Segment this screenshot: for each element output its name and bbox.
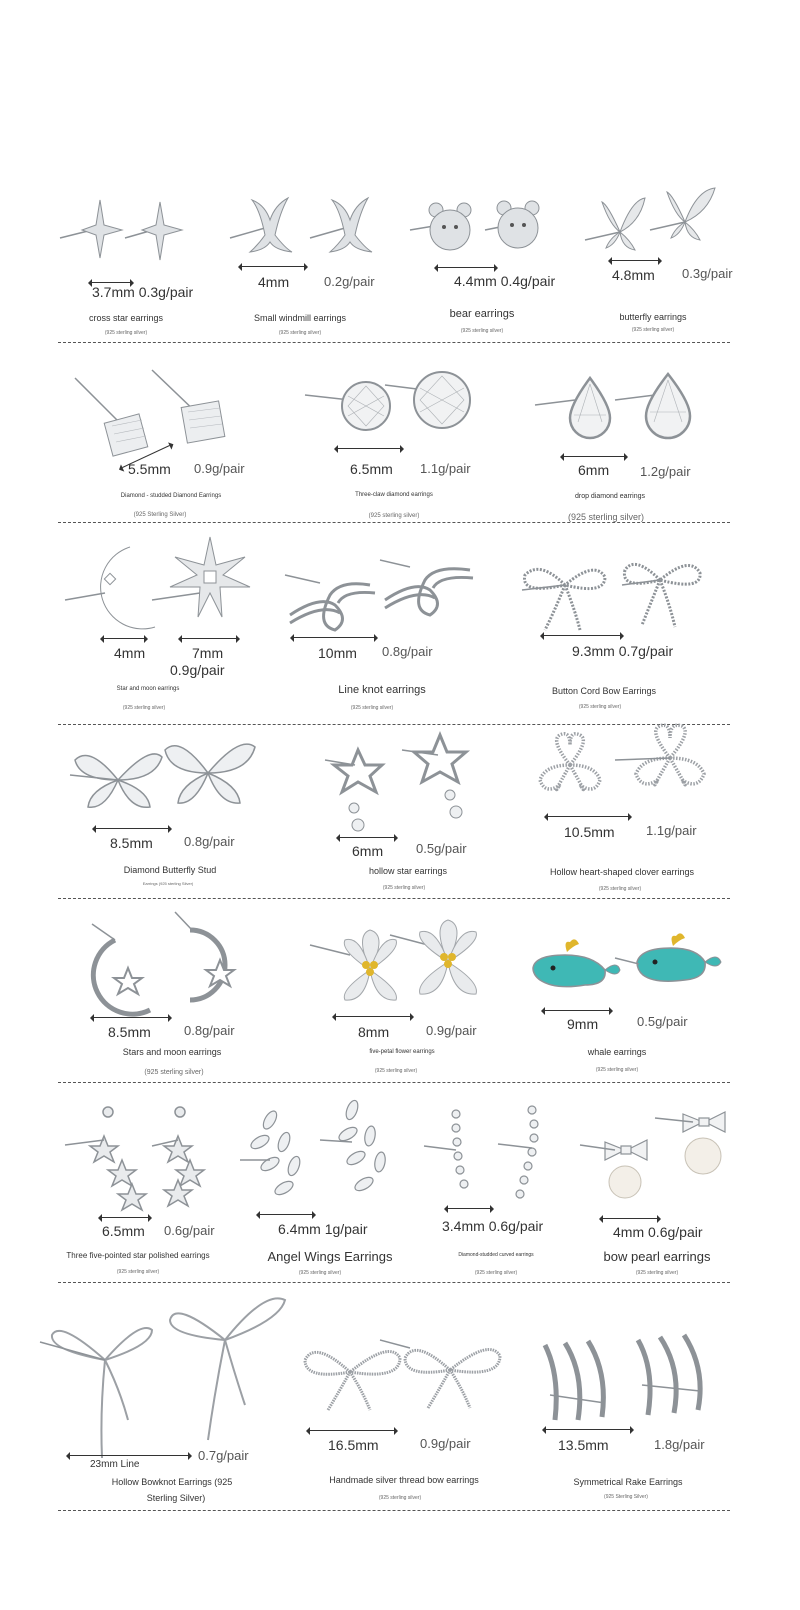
- size-label: 8.5mm: [108, 1024, 151, 1040]
- product-material: (925 sterling silver): [374, 1068, 418, 1074]
- product-card[interactable]: [60, 1100, 240, 1280]
- product-name: five-petal flower earrings: [369, 1049, 435, 1055]
- product-card[interactable]: [240, 1100, 430, 1280]
- heart-clover-stud-icon: [530, 730, 730, 810]
- product-material: (925 sterling silver): [298, 1270, 342, 1276]
- weight-label: 0.8g/pair: [382, 644, 433, 659]
- weight-label: 1g/pair: [324, 1221, 368, 1237]
- product-name: Line knot earrings: [338, 684, 426, 696]
- product-card[interactable]: [60, 360, 280, 520]
- product-material: (925 sterling silver): [578, 704, 622, 710]
- product-card[interactable]: [0, 180, 200, 340]
- weight-label: 0.7g/pair: [618, 643, 674, 659]
- size-label: 4mm: [258, 274, 290, 290]
- angel-wing-climber-icon: [240, 1100, 430, 1210]
- weight-label: 0.6g/pair: [648, 1224, 703, 1240]
- row-divider: [58, 522, 730, 523]
- product-name: Three-claw diamond earrings: [355, 492, 433, 498]
- diamond-butterfly-stud-icon: [60, 735, 280, 825]
- weight-label: 0.9g/pair: [194, 461, 245, 476]
- size-label: 16.5mm: [328, 1437, 379, 1453]
- size-label: 6.4mm: [278, 1221, 321, 1237]
- product-card[interactable]: [400, 180, 590, 340]
- product-material: (925 sterling silver): [460, 328, 504, 334]
- knot-stud-icon: [280, 545, 500, 645]
- size-label: 6.5mm: [350, 461, 393, 477]
- product-material: (925 Sterling Silver): [604, 1494, 648, 1500]
- product-material: (925 sterling silver): [378, 1495, 422, 1501]
- cross-star-stud-icon: [0, 180, 200, 280]
- weight-label: 0.6g/pair: [164, 1223, 215, 1238]
- product-card[interactable]: [60, 535, 260, 720]
- product-name: Button Cord Bow Earrings: [551, 686, 657, 696]
- weight-label: 0.3g/pair: [138, 284, 194, 300]
- product-material: (925 sterling silver): [116, 1269, 160, 1275]
- product-name: Stars and moon earrings: [122, 1047, 222, 1057]
- weight-label: 0.4g/pair: [500, 273, 556, 289]
- row-divider: [58, 1282, 730, 1283]
- product-material: (925 sterling silver): [122, 705, 166, 711]
- product-card[interactable]: [510, 555, 730, 720]
- product-card[interactable]: [220, 180, 400, 340]
- product-material: (925 Sterling Silver): [133, 512, 187, 518]
- size-label: 6mm: [578, 462, 610, 478]
- product-name: Diamond - studded Diamond Earrings: [120, 493, 222, 499]
- product-name: Handmade silver thread bow earrings: [329, 1475, 479, 1485]
- weight-label: 1.1g/pair: [420, 461, 471, 476]
- weight-label: 1.2g/pair: [640, 464, 691, 479]
- product-card[interactable]: [40, 1290, 300, 1505]
- product-card[interactable]: [530, 360, 730, 520]
- weight-label: 0.8g/pair: [184, 834, 235, 849]
- size-label: 13.5mm: [558, 1437, 609, 1453]
- rake-climber-icon: [530, 1325, 730, 1425]
- windmill-stud-icon: [220, 180, 400, 280]
- product-card[interactable]: [575, 1100, 735, 1280]
- product-material: (925 sterling silver): [104, 330, 148, 336]
- size-label: 6mm: [352, 843, 384, 859]
- product-card[interactable]: [310, 730, 510, 895]
- thread-bow-stud-icon: [300, 1330, 520, 1420]
- product-name: Symmetrical Rake Earrings: [573, 1477, 683, 1487]
- size-label: 8.5mm: [110, 835, 153, 851]
- product-card[interactable]: [300, 1330, 520, 1505]
- product-card[interactable]: [530, 1325, 730, 1505]
- product-material: (925 sterling silver): [350, 705, 394, 711]
- product-material: (925 sterling silver): [635, 1270, 679, 1276]
- weight-label: 0.2g/pair: [324, 274, 375, 289]
- product-card[interactable]: [420, 1100, 580, 1280]
- product-material: (925 sterling silver): [595, 1067, 639, 1073]
- size-label: 10.5mm: [564, 824, 615, 840]
- row-divider: [58, 724, 730, 725]
- product-card[interactable]: [310, 920, 510, 1080]
- weight-label: 0.5g/pair: [416, 841, 467, 856]
- product-card[interactable]: [80, 910, 280, 1080]
- row-divider: [58, 1082, 730, 1083]
- product-name: butterfly earrings: [619, 312, 687, 322]
- size-label-2: 7mm: [192, 645, 224, 661]
- flower-stud-icon: [310, 920, 510, 1010]
- product-material: (925 sterling silver): [631, 327, 675, 333]
- product-name: Diamond-studded curved earrings: [458, 1252, 534, 1258]
- weight-label: 0.8g/pair: [184, 1023, 235, 1038]
- product-name: whale earrings: [587, 1047, 647, 1057]
- weight-label: 1.8g/pair: [654, 1437, 705, 1452]
- product-card[interactable]: [60, 735, 280, 895]
- product-card[interactable]: [580, 180, 750, 340]
- product-material: (925 sterling silver): [382, 885, 426, 891]
- product-name: Star and moon earrings: [116, 686, 180, 692]
- size-label: 9.3mm: [572, 643, 615, 659]
- size-label: 10mm: [318, 645, 357, 661]
- size-label: 4.4mm: [454, 273, 497, 289]
- product-name: Small windmill earrings: [253, 313, 347, 323]
- wire-bowknot-icon: [40, 1290, 300, 1460]
- product-name: Three five-pointed star polished earrings: [66, 1251, 210, 1260]
- product-name: Angel Wings Earrings: [267, 1249, 393, 1264]
- size-label: 4mm: [613, 1224, 645, 1240]
- product-material: (925 sterling silver): [368, 513, 420, 519]
- size-label: 3.7mm: [92, 284, 135, 300]
- product-material: Sterling Silver): [146, 1493, 206, 1503]
- weight-label: 0.9g/pair: [426, 1023, 477, 1038]
- product-name: bow pearl earrings: [603, 1249, 711, 1264]
- crescent-star-stud-icon: [80, 910, 280, 1020]
- row-divider: [58, 342, 730, 343]
- weight-label: 0.5g/pair: [637, 1014, 688, 1029]
- three-star-climber-icon: [60, 1100, 240, 1210]
- product-name: Diamond Butterfly Stud: [123, 865, 217, 875]
- product-card[interactable]: [525, 930, 730, 1080]
- product-card[interactable]: [530, 730, 730, 895]
- product-card[interactable]: [280, 545, 500, 720]
- size-label: 23mm Line: [90, 1459, 140, 1470]
- size-label: 3.4mm: [442, 1218, 485, 1234]
- size-label: 6.5mm: [102, 1223, 145, 1239]
- weight-label: 0.6g/pair: [488, 1218, 544, 1234]
- product-material: (925 sterling silver): [144, 1069, 204, 1076]
- product-material: Earrings (925 sterling Silver): [142, 881, 194, 886]
- weight-label: 0.7g/pair: [198, 1448, 249, 1463]
- product-name: hollow star earrings: [368, 866, 448, 876]
- weight-label: 0.9g/pair: [170, 662, 225, 678]
- product-name: cross star earrings: [88, 313, 164, 323]
- size-label: 8mm: [358, 1024, 390, 1040]
- product-name: drop diamond earrings: [574, 493, 646, 500]
- row-divider: [58, 898, 730, 899]
- product-material: (925 sterling silver): [567, 512, 645, 522]
- row-divider: [58, 1510, 730, 1511]
- product-card[interactable]: [300, 360, 500, 520]
- size-label: 4.8mm: [612, 267, 655, 283]
- weight-label: 0.9g/pair: [420, 1436, 471, 1451]
- size-label: 9mm: [567, 1016, 599, 1032]
- size-label: 4mm: [114, 645, 146, 661]
- teardrop-diamond-stud-icon: [530, 360, 730, 460]
- bow-pearl-stud-icon: [575, 1100, 735, 1210]
- butterfly-stud-icon: [580, 180, 750, 280]
- product-material: (925 sterling silver): [278, 330, 322, 336]
- product-material: (925 sterling silver): [474, 1270, 518, 1276]
- whale-stud-icon: [525, 930, 730, 1010]
- weight-label: 1.1g/pair: [646, 823, 697, 838]
- hollow-star-stud-icon: [310, 730, 510, 840]
- product-name: bear earrings: [449, 308, 515, 320]
- weight-label: 0.3g/pair: [682, 266, 733, 281]
- size-label: 5.5mm: [128, 461, 171, 477]
- moon-star-stud-icon: [60, 535, 260, 635]
- product-name: Hollow Bowknot Earrings (925: [111, 1477, 233, 1487]
- curved-diamond-climber-icon: [420, 1100, 580, 1210]
- product-material: (925 sterling silver): [598, 886, 642, 892]
- product-name: Hollow heart-shaped clover earrings: [549, 867, 695, 877]
